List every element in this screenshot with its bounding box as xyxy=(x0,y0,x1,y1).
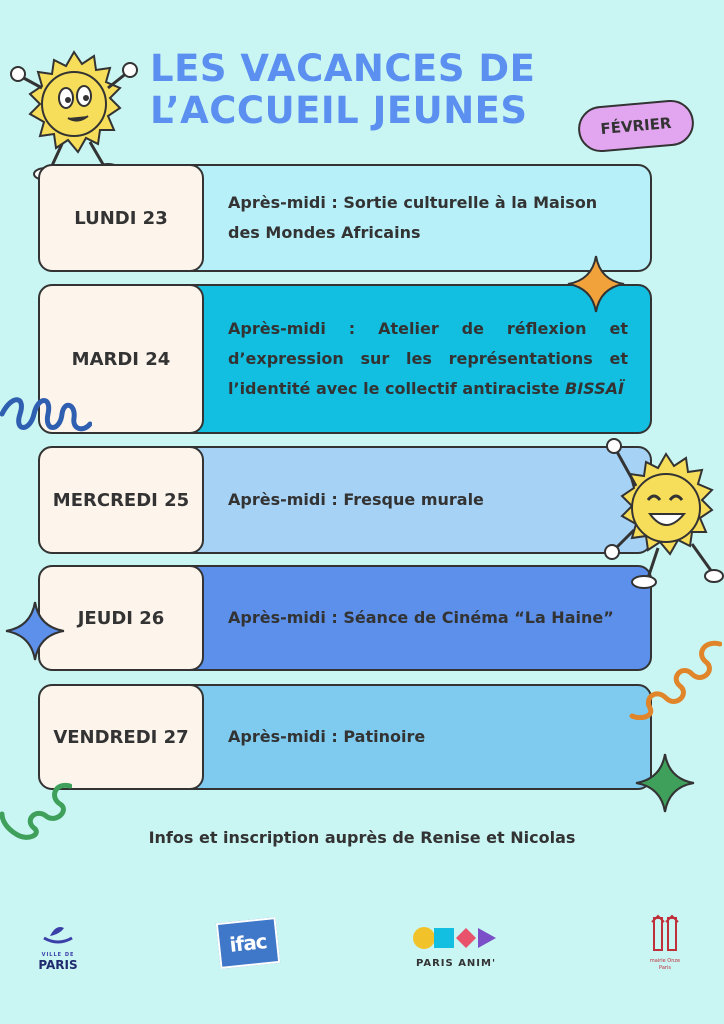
schedule-row-monday xyxy=(38,164,652,272)
ship-icon xyxy=(30,922,86,948)
activity-text: Après-midi : Patinoire xyxy=(228,727,426,746)
collective-name: BISSAÏ xyxy=(565,379,624,398)
contact-note: Infos et inscription auprès de Renise et Nicolas xyxy=(148,828,576,847)
month-label: FÉVRIER xyxy=(599,113,673,139)
ville-de-paris-logo xyxy=(30,922,86,974)
page-title xyxy=(150,48,590,132)
day-label: MERCREDI 25 xyxy=(38,446,204,554)
day-label: MARDI 24 xyxy=(38,284,204,434)
day-label: VENDREDI 27 xyxy=(38,684,204,790)
day-label: LUNDI 23 xyxy=(38,164,204,272)
logo-text-line1: mairie Onze xyxy=(649,958,681,964)
day-label: JEUDI 26 xyxy=(38,565,204,671)
squiggle-icon xyxy=(0,386,92,442)
title-line-1: LES VACANCES DE xyxy=(150,47,536,90)
eleven-icon xyxy=(640,914,690,954)
title-line-2: L’ACCUEIL JEUNES xyxy=(150,89,528,132)
activity-box xyxy=(188,565,652,671)
activity-box xyxy=(188,684,652,790)
sparkle-icon xyxy=(566,254,626,314)
shapes-icon xyxy=(408,924,504,952)
logo-text-line2: Paris xyxy=(659,965,671,971)
logo-text-big: PARIS xyxy=(38,958,78,972)
activity-box xyxy=(188,446,652,554)
logo-text: ifac xyxy=(228,929,268,957)
activity-text: Après-midi : Fresque murale xyxy=(228,490,484,509)
schedule-row-tuesday xyxy=(38,284,652,434)
activity-text xyxy=(228,314,628,404)
activity-text: Après-midi : Sortie culturelle à la Maison des Mondes Africains xyxy=(228,193,598,242)
mairie-onze-logo xyxy=(640,914,690,980)
sun-mascot-icon xyxy=(596,436,724,592)
schedule-row-friday xyxy=(38,684,652,790)
logo-text: PARIS ANIM' xyxy=(415,958,497,969)
sparkle-icon xyxy=(634,752,696,814)
logo-text-small: VILLE DE xyxy=(41,952,75,958)
sparkle-icon xyxy=(4,600,66,662)
activity-text-main: Après-midi : Atelier de réflexion et d’expression sur les représentations et l’identité avec le collectif antiraciste xyxy=(228,319,628,398)
month-badge xyxy=(576,98,696,154)
schedule-row-thursday xyxy=(38,565,652,671)
schedule-row-wednesday xyxy=(38,446,652,554)
activity-text: Après-midi : Séance de Cinéma “La Haine” xyxy=(228,608,614,627)
ifac-logo xyxy=(216,917,280,969)
squiggle-icon xyxy=(626,636,722,720)
paris-anim-logo xyxy=(408,924,504,970)
